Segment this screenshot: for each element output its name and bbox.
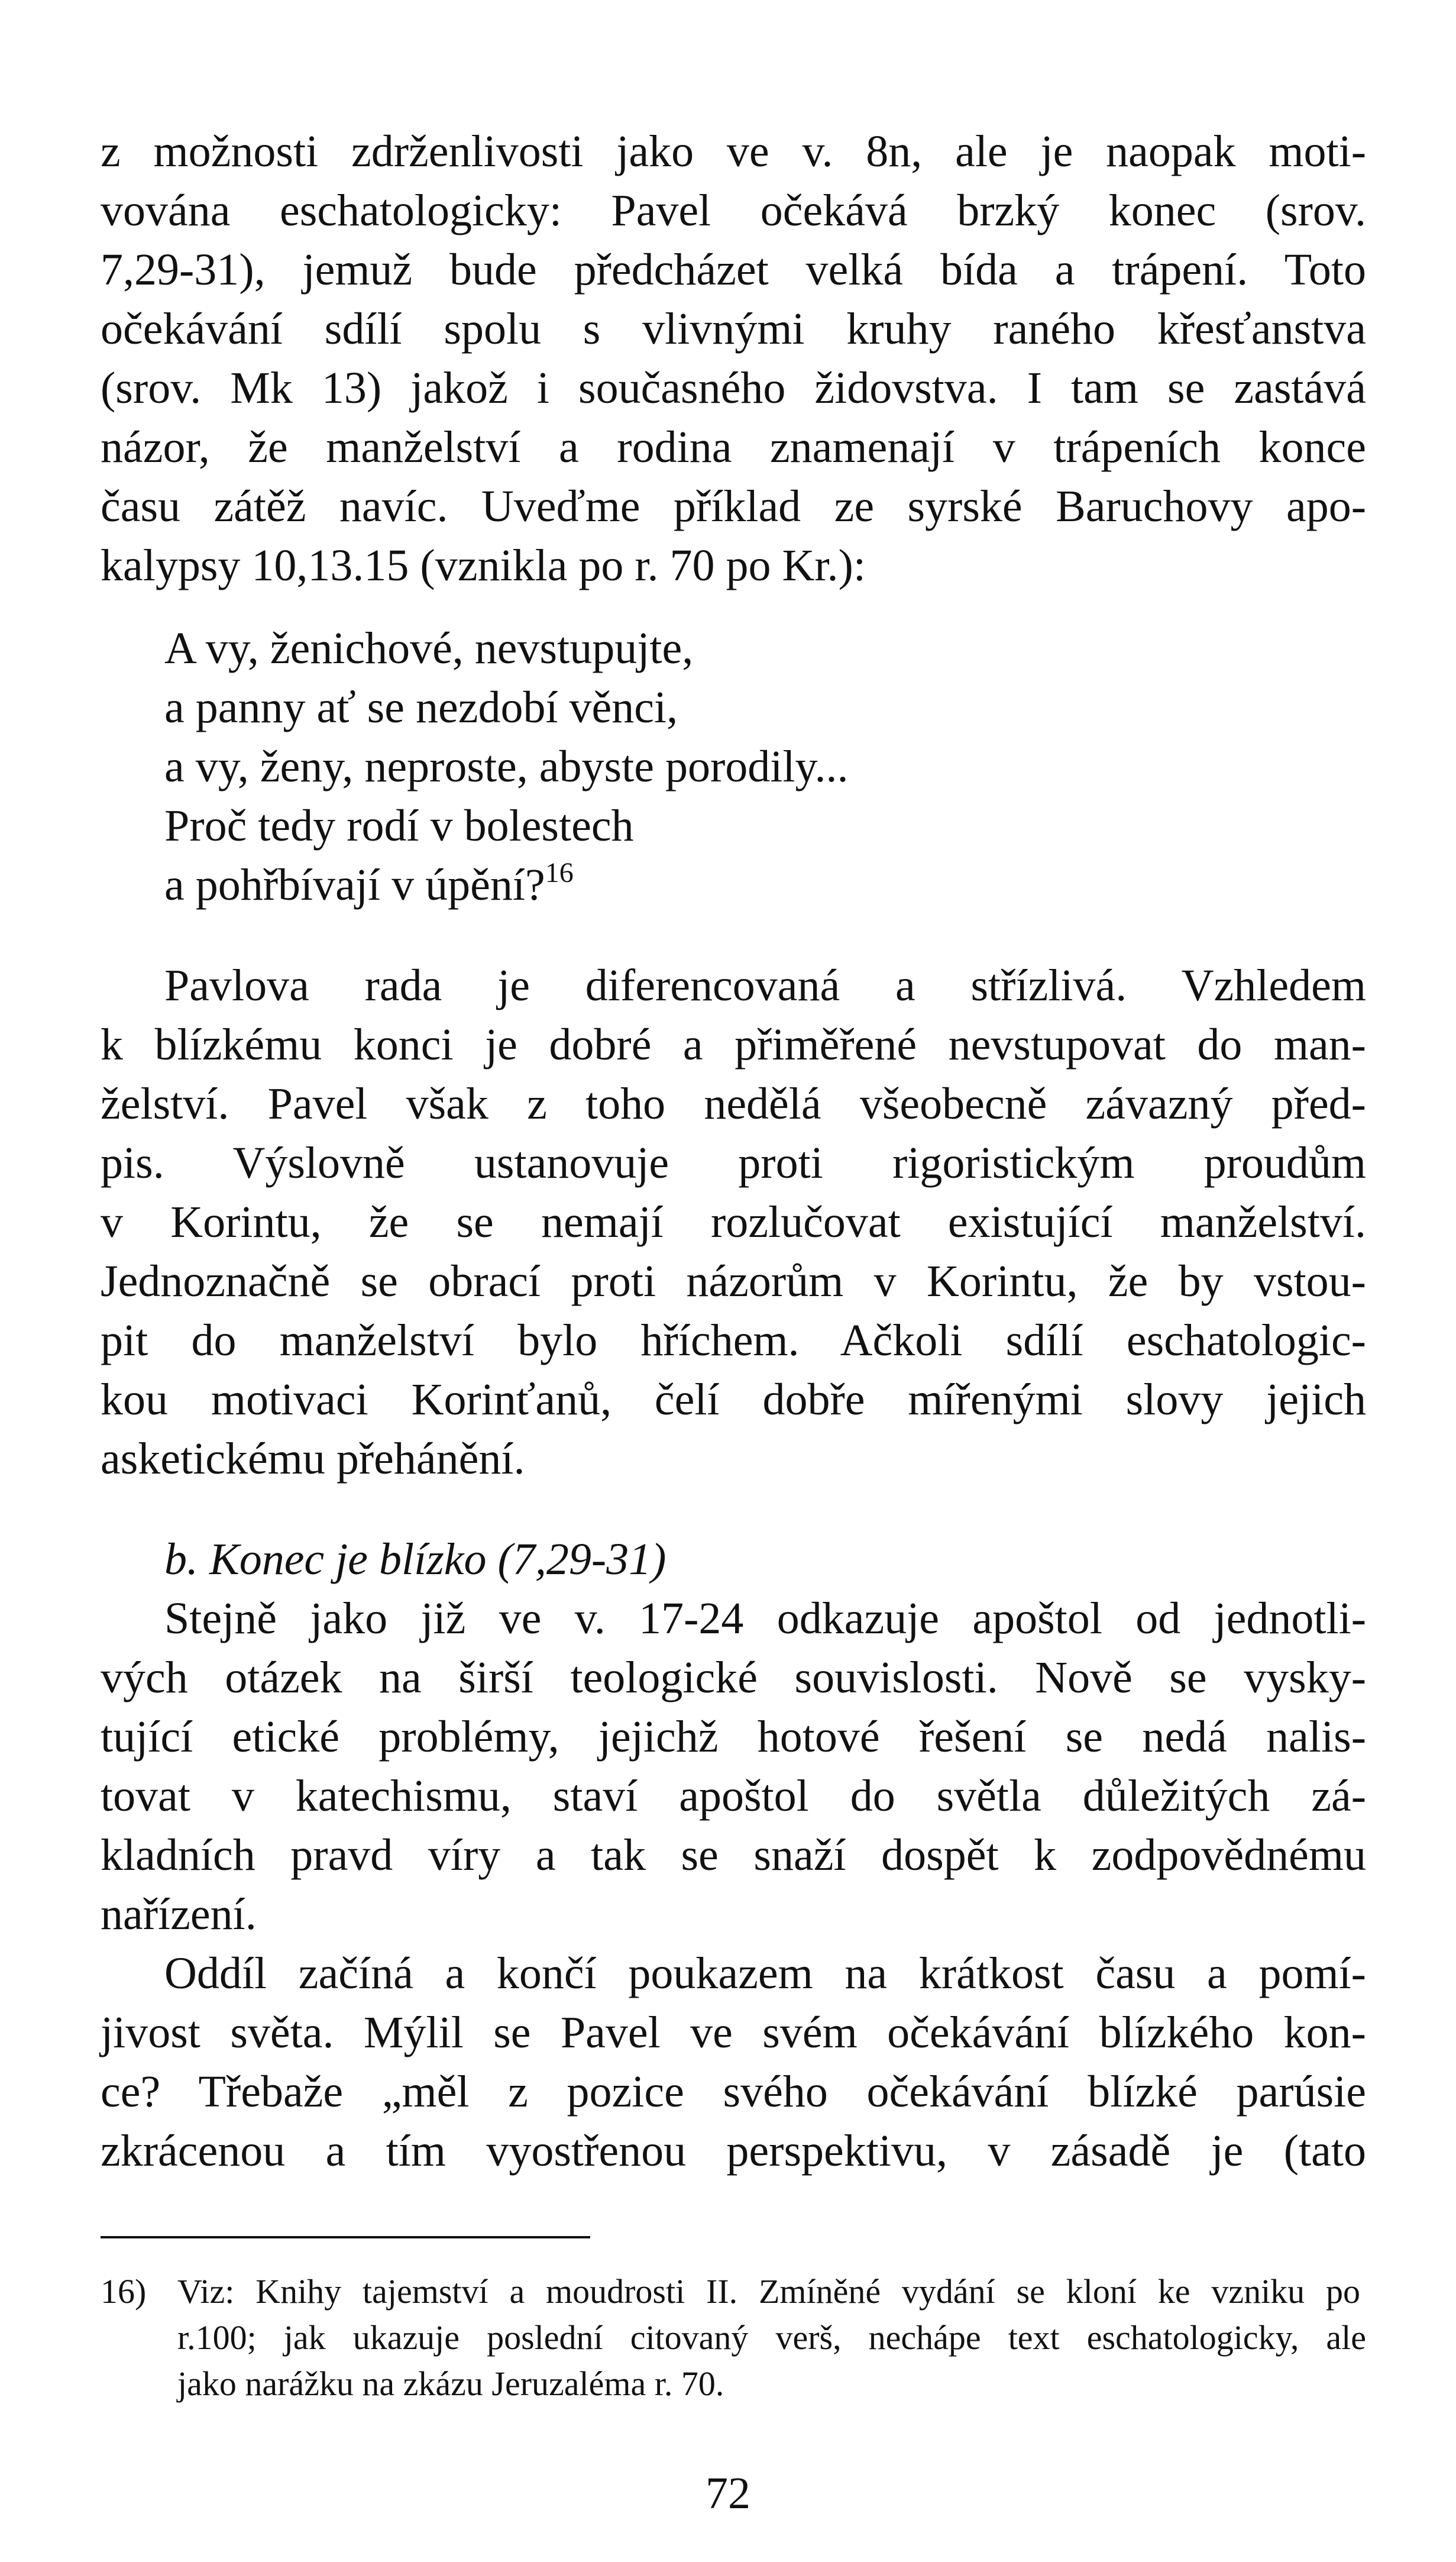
footnote-line [101, 2269, 1366, 2315]
verse-line-text: a pohřbívají v úpění? [164, 860, 545, 910]
text-line: očekávání sdílí spolu s vlivnými kruhy raného křesťanstva [101, 304, 1366, 354]
text-line: pit do manželství bylo hříchem. Ačkoli sdílí eschatologic- [101, 1316, 1366, 1365]
verse-line-last [101, 855, 1366, 915]
text-line: vých otázek na širší teologické souvislosti. Nově se vysky- [101, 1653, 1366, 1702]
verse-line: a vy, ženy, neproste, abyste porodily... [164, 742, 849, 791]
text-line: Stejně jako již ve v. 17-24 odkazuje apoštol od jednotli- [164, 1594, 1366, 1643]
text-line: jivost světa. Mýlil se Pavel ve svém očekávání blízkého kon- [101, 2008, 1366, 2057]
text-line: vována eschatologicky: Pavel očekává brzký konec (srov. [101, 186, 1366, 235]
text-line: nařízení. [101, 1889, 257, 1939]
text-line: z možnosti zdrženlivosti jako ve v. 8n, ale je naopak moti- [101, 127, 1366, 176]
text-line: ce? Třebaže „měl z pozice svého očekávání blízké parúsie [101, 2067, 1366, 2117]
footnote-line: jako narážku na zkázu Jeruzaléma r. 70. [177, 2364, 724, 2403]
text-line: zkrácenou a tím vyostřenou perspektivu, v zásadě je (tato [101, 2126, 1366, 2176]
text-line: k blízkému konci je dobré a přiměřené nevstupovat do man- [101, 1020, 1366, 1070]
text-line: v Korintu, že se nemají rozlučovat existující manželství. [101, 1197, 1366, 1247]
footnote-block [101, 2269, 1366, 2407]
text-line: pis. Výslovně ustanovuje proti rigoristickým proudům [101, 1138, 1366, 1188]
paragraph-continued [101, 122, 1366, 595]
text-line: názor, že manželství a rodina znamenají v trápeních konce [101, 422, 1366, 472]
page-number: 72 [706, 2469, 750, 2518]
paragraph [101, 1589, 1366, 1944]
text-line: asketickému přehánění. [101, 1434, 525, 1484]
text-line: tovat v katechismu, staví apoštol do světla důležitých zá- [101, 1771, 1366, 1821]
text-line: (srov. Mk 13) jakož i současného židovstva. I tam se zastává [101, 363, 1366, 413]
text-line: kou motivaci Korinťanů, čelí dobře mířenými slovy jejich [101, 1375, 1366, 1424]
text-line: Oddíl začíná a končí poukazem na krátkost času a pomí- [164, 1949, 1366, 1998]
footnote-line: r.100; jak ukazuje poslední citovaný verš, nechápe text eschatologicky, ale [177, 2318, 1366, 2357]
footnote-number: 16) [101, 2272, 147, 2311]
section-heading: b. Konec je blízko (7,29-31) [164, 1534, 666, 1584]
text-line: kladních pravd víry a tak se snaží dospět k zodpovědnému [101, 1830, 1366, 1880]
footnote-text: Viz: Knihy tajemství a moudrosti II. Zmíněné vydání se kloní ke vzniku po [177, 2272, 1360, 2311]
text-line: Jednoznačně se obrací proti názorům v Korintu, že by vstou- [101, 1256, 1366, 1306]
text-line: Pavlova rada je diferencovaná a střízlivá. Vzhledem [164, 961, 1366, 1010]
footnote-reference: 16 [545, 857, 574, 889]
text-line: želství. Pavel však z toho nedělá všeobecně závazný před- [101, 1079, 1366, 1129]
text-line: kalypsy 10,13.15 (vznikla po r. 70 po Kr.): [101, 541, 866, 590]
text-line: 7,29-31), jemuž bude předcházet velká bída a trápení. Toto [101, 245, 1366, 295]
paragraph [101, 956, 1366, 1488]
text-line: času zátěž navíc. Uveďme příklad ze syrské Baruchovy apo- [101, 482, 1366, 531]
verse-line: Proč tedy rodí v bolestech [164, 801, 634, 851]
verse-line: A vy, ženichové, nevstupujte, [164, 623, 694, 673]
verse-line: a panny ať se nezdobí věnci, [164, 683, 678, 732]
paragraph [101, 1944, 1366, 2180]
verse-quotation [101, 619, 1366, 915]
book-page-body [101, 122, 1366, 2180]
text-line: tující etické problémy, jejichž hotové řešení se nedá nalis- [101, 1712, 1366, 1762]
footnote-separator [101, 2236, 590, 2238]
